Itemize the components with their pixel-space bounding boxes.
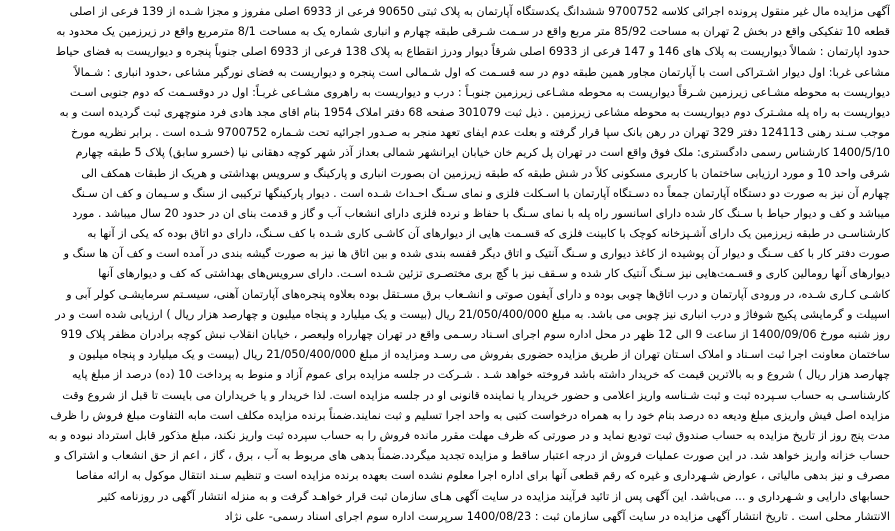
notice-line: ساختمان معاونت اجرا ثبت اسـناد و املاک اسـتان تهران از طریق مزایده حضوری بفروش می رسـد ومزایده از مبلغ 21/050/400/000 ریال (بیست و یک میلیارد و پنجاه میلیون و [69, 348, 890, 362]
notice-line: کارشناسـی در طبقه زیرزمین یک دارای آشـپزخانه کوچک با کابینت فلزی که قسـمت هایی از دیوارهای آن کاشـی کاری شـده با کف سـنگ، دارای دو اتاق بوده که یکی از آنها به [87, 227, 890, 241]
notice-line: چهارم آن نیز به صورت دو دستگاه آپارتمان جمعاً ده دسـتگاه آپارتمان با اسـکلت فلزی و نمای سـنگ احـداث شـده است . دیوار پارکینگها ترکیبی از سنگ و سـیمان و کف ان سـنگ [71, 186, 890, 200]
notice-line: حساب خزانه واریز خواهد شد. در این صورت عملیات فروش از درجه اعتبار ساقط و مزایده تجدید میگردد.ضمناً بدهی های مربوط به آب ، برق ، گاز ، اعم از حق انشعاب و اشتراک و [54, 449, 890, 463]
notice-line: مشاعی غربا: اول دیوار اشـتراکی است با آپارتمان مجاور همین طبقه دوم در سه قسـمت که اول شـمالی است پنجره و دیواریست به فضای نورگیر مشاعی ،حدود انباری : شـمالاً [74, 65, 890, 79]
notice-line: شرقی واحد 10 و مورد ارزیابی ساختمان با کاربری مسکونی کلاً در شش طبقه که طبقه زیرزمین ان بصورت انباری و پارکینگ و سرویس بهداشتی و هریک از طبقات همکف الی [81, 166, 890, 180]
notice-line: روز شنبه مورخ 1400/09/06 از ساعت 9 الی 12 ظهر در محل اداره سوم اجرای اسـناد رسـمی واقع در تهران چهارراه ولیعصر ، خیابان انقلاب نبش کوچه برادران مظفر پلاک 919 [60, 328, 890, 341]
notice-line: قطعه 10 تفکیکی واقع در بخش 2 تهران به مساحت 85/92 متر مربع واقع در سـمت شـرقی طبقه چهارم و انباری شماره یک به مساحت 8/1 مترمربع واقع در زیرزمین یک محدود به [56, 25, 890, 39]
notice-line: دیوارهای آنها رومالین کاری و قسـمت‌هایی نیز سـنگ آنتیک کار شده و سـقف نیز با گچ بری مختصـری تزئین شـده اسـت. دارای سرویس‌های بهداشتی که کف و دیوارهای آنها [98, 267, 890, 281]
notice-line: میباشد و کف و دیوار حیاط با سـنگ کار شده دارای اسانسور راه پله با نمای سـنگ با حفاظ و نرده فلزی دارای انشعاب آب و گاز و قدمت بنای ان در حدود 20 سال میباشد . مورد [72, 206, 890, 220]
notice-line: چهارصد هزار ریال ) شروع و به بالاترین قیمت که خریدار داشته باشد فروخته خواهد شـد . شـرکت در جلسه مزایده برای عموم آزاد و منوط به پرداخت 10 (ده) درصد از مبلغ پایه [71, 368, 890, 382]
notice-line: دیواریست به محوطه مشـاعی زیرزمین شـرقاً دیواریست به محوطه مشـاعی زیرزمین جنوبـاً : درب و دیواریست به راهروی مشـاعی غربـاً: اول در دوقسـمت که دوم جنوبی اسـت [69, 85, 890, 99]
notice-line: مدت پنج روز از تاریخ مزایده به حساب صندوق ثبت تودیع نماید و در صورتی که ظرف مهلت مقرر مانده فروش را به حساب سپرده ثبت واریز نکند، مبلغ مذکور قابل استرداد نبوده و به [48, 428, 890, 442]
notice-line: کارشناسـی به حساب سـپرده ثبت و ثبت شـناسه واریز اعلامی و حضور خریدار یا نماینده قانونی او در جلسه مزایده است. لذا خریدار و یا خریداران می بایست تا قبل از شروع وقت [62, 388, 890, 402]
notice-line: صورت دفتر کار با کف سـنگ و دیوار آن پوشیده از کاغذ دیواری و سـنگ آنتیک و اتاق دیگر قفسه بندی شده و بین اتاق ها نیز به صورت گیشه بندی در آمده است و کف آن ها سنگ و [63, 247, 890, 261]
notice-line: دیواریست به راه پله مشـترک دوم دیواریست به محوطه مشاعی زیرزمین . ذیل ثبت 301079 صفحه 68 دفتر املاک 1954 بنام اقای مجد هادی فرد منوچهری ثبت گردیده است و به [59, 105, 890, 119]
notice-line: حسابهای دارایی و شـهرداری و ... می‌باشد. این آگهی پس از تائید فرآیند مزایده در سایت آگهی هـای سازمان ثبت قرار خواهـد گرفت و به منزله انتشار آگهی در روزنامه کثیر [98, 489, 890, 503]
notice-line: کاشـی کـاری شـده، در ورودی آپارتمان و درب اتاق‌ها چوبی بوده و دارای آیفون صوتی و انشـعاب برق مسـتقل بوده بعلاوه پنجره‌های آپارتمان آهنی، سیسـتم سرمایشـی کولر آبی و [66, 287, 890, 301]
notice-line: آگهی مزایده مال غیر منقول پرونده اجرائی کلاسه 9700752 ششدانگ یکدستگاه آپارتمان به پلاک ثبتی 90650 فرعی از 6933 اصلی مفروز و مجزا شـده از 139 فرعی از اصلی [69, 5, 890, 18]
notice-line: مصرف و نیز بدهی مالیاتی ، عوارض شـهرداری و غیره که رقم قطعی آنها برای اداره اجرا معلوم نشده است بعهده برنده مزایده است و تنظیم سـند انتقال موکول به ارائه مفاصا [75, 469, 890, 483]
notice-line: موجب سـند رهنی 124113 دفتر 329 تهران در رهن بانک سپا قرار گرفته و بعلت عدم ایفای تعهد منجر به صـدور اجرائیه تحت شـماره 9700752 شـده است . برابر نظریه مورخ [70, 126, 890, 140]
notice-line: مزایده اصل فیش واریزی مبلغ ودیعه ده درصد بنام خود را به همراه درخواست کتبی به واحد اجرا تسلیم و ثبت نمایند.ضمناً برنده مزایده مکلف است مابه التفاوت مبلغ فروش را ظرف [50, 408, 890, 422]
auction-notice-body [6, 2, 890, 527]
notice-line: الانتشار محلی است . تاریخ انتشار آگهی مزایده در سایت آگهی سازمان ثبت : 1400/08/23 سرپرست اداره سوم اجرای اسناد رسمی- علی نژاد [224, 509, 890, 523]
notice-line: 1400/5/10 کارشناس رسمی دادگستری: ملک فوق واقع است در تهران پل کریم خان خیابان ایرانشهر شمالی بعداز آذر شهر کوچه دهقانی نیا (خسرو سابق) پلاک 5 طبقه چهارم [75, 146, 890, 160]
notice-line: اسپیلت و گرمایشی پکیج شوفاژ و درب انباری نیز چوبی می باشد. به مبلغ 21/050/400/000 ریال (بیست و یک میلیارد و پنجاه میلیون و چهارصد هزار ریال ) ارزیابی شده است و در [55, 307, 890, 321]
notice-line: حدود اپارتمان : شمالاً دیواریست به پلاک های 146 و 147 فرعی از 6933 اصلی شرقاً دیوار ودرز انقطاع به پلاک 138 فرعی از 6933 اصلی جنوباً پنجره و دیواریست به فضای حیاط [55, 45, 890, 59]
